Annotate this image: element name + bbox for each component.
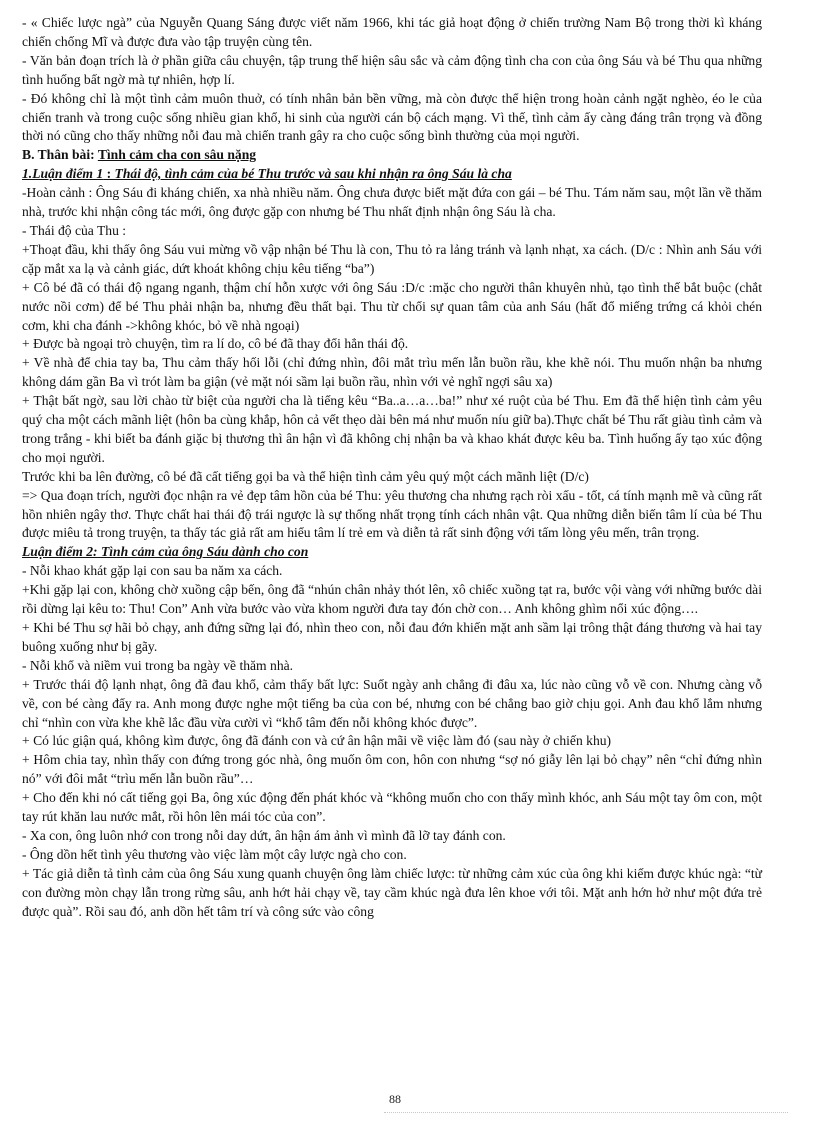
intro-paragraph-2: - Văn bản đoạn trích là ở phần giữa câu chuyện, tập trung thể hiện sâu sắc và cảm động tình cha con của ông Sáu và bé Thu qua những tình huống bất ngờ mà tự nhiên, hợp lí. bbox=[22, 52, 762, 87]
ld1-paragraph: + Cô bé đã có thái độ ngang nganh, thậm chí hỗn xược với ông Sáu :D/c :mặc cho người thân khuyên nhủ, tạo tình thế bắt buộc (chắt nước nồi cơm) để bé Thu phải nhận ba, nhưng đều thất bại. Thu từ chối sự quan tâm của anh Sáu (hất đổ miếng trứng cá khỏi chén cơm, khi cha đánh ->không khóc, bỏ về nhà ngoại) bbox=[22, 279, 762, 333]
luan-diem-1-label: 1.Luận điểm 1 bbox=[22, 166, 104, 182]
ld2-paragraph: + Có lúc giận quá, không kìm được, ông đã đánh con và cứ ân hận mãi về việc làm đó (sau này ở chiến khu) bbox=[22, 733, 612, 749]
intro-paragraph-3: - Đó không chỉ là một tình cảm muôn thuở, có tính nhân bản bền vững, mà còn được thể hiện trong hoàn cảnh ngặt nghèo, éo le của chiến tranh và trong cuộc sống nhiều gian khổ, hi sinh của người cán bộ cách mạng. Vì thế, tình cảm ấy càng đáng trân trọng và đồng thời nó cũng cho thấy những nỗi đau mà chiến tranh gây ra cho cuộc sống bình thường của mọi người. bbox=[22, 90, 762, 144]
ld2-paragraph: +Khi gặp lại con, không chờ xuồng cập bến, ông đã “nhún chân nhảy thót lên, xô chiếc xuồng tạt ra, bước vội vàng với những bước dài rồi dừng lại kêu to: Thu! Con” Anh vừa bước vào vừa khom người đưa tay đón chờ con… Anh không ghìm nổi xúc động…. bbox=[22, 582, 762, 617]
luan-diem-2-title: Tình cảm của ông Sáu dành cho con bbox=[100, 544, 309, 560]
luan-diem-1-title: Thái độ, tình cảm của bé Thu trước và sau khi nhận ra ông Sáu là cha bbox=[114, 166, 512, 182]
section-b-label: B. Thân bài: bbox=[22, 147, 95, 163]
ld2-paragraph: + Tác giả diễn tả tình cảm của ông Sáu xung quanh chuyện ông làm chiếc lược: từ những cảm xúc của ông khi kiếm được khúc ngà: “từ con đường mòn chạy lẫn trong rừng sâu, anh hớt hải chạy về, tay cầm khúc ngà đưa lên khoe với tôi. Mặt anh hớn hở như một đứa trẻ được quà”. Rồi sau đó, anh dồn hết tâm trí và công sức vào công bbox=[22, 865, 762, 919]
footer-divider bbox=[384, 1112, 788, 1113]
ld1-paragraph: => Qua đoạn trích, người đọc nhận ra vẻ đẹp tâm hồn của bé Thu: yêu thương cha nhưng rạch ròi xấu - tốt, cá tính mạnh mẽ và cũng rất hồn nhiên ngây thơ. Thực chất hai thái độ trái ngược là sự thống nhất trọng tính cách nhân vật. Qua những diễn biến tâm lí của bé Thu được miêu tả trong truyện, ta thấy tác giả rất am hiểu tâm lí trẻ em và diễn tả rất sinh động với tấm lòng yêu mến, trân trọng. bbox=[22, 487, 762, 541]
ld1-paragraph: + Về nhà để chia tay ba, Thu cảm thấy hối lỗi (chỉ đứng nhìn, đôi mắt trìu mến lẫn buồn rầu, khe khẽ nói. Thu muốn nhận ba nhưng không dám gần Ba vì trót làm ba giận (vẻ mặt nói sầm lại buồn rầu, nhìn với vẻ nghĩ ngợi sâu xa) bbox=[22, 355, 762, 390]
section-b-heading bbox=[22, 146, 762, 165]
document-page bbox=[22, 14, 762, 922]
ld2-paragraph: - Nỗi khao khát gặp lại con sau ba năm xa cách. bbox=[22, 563, 283, 579]
luan-diem-2-label: Luận điểm 2: bbox=[22, 544, 98, 560]
ld2-paragraph: - Ông dồn hết tình yêu thương vào việc làm một cây lược ngà cho con. bbox=[22, 846, 407, 862]
ld1-paragraph: +Thoạt đầu, khi thấy ông Sáu vui mừng vồ vập nhận bé Thu là con, Thu tỏ ra lảng tránh và lạnh nhạt, xa cách. (D/c : Nhìn anh Sáu với cặp mắt xa lạ và cảnh giác, dứt khoát không chịu kêu tiếng “ba”) bbox=[22, 241, 762, 276]
intro-paragraph-1: - « Chiếc lược ngà” của Nguyễn Quang Sáng được viết năm 1966, khi tác giả hoạt động ở chiến trường Nam Bộ trong thời kì kháng chiến chống Mĩ và được đưa vào tập truyện cùng tên. bbox=[22, 15, 762, 49]
ld1-paragraph: + Được bà ngoại trò chuyện, tìm ra lí do, cô bé đã thay đổi hẳn thái độ. bbox=[22, 336, 409, 352]
ld2-paragraph: + Hôm chia tay, nhìn thấy con đứng trong góc nhà, ông muốn ôm con, hôn con nhưng “sợ nó giẫy lên lại bỏ chạy” nên “chỉ đứng nhìn nó” với đôi mắt “trìu mến lẫn buồn rầu”… bbox=[22, 752, 762, 787]
section-b-title: Tình cảm cha con sâu nặng bbox=[97, 147, 257, 163]
page-number: 88 bbox=[389, 1092, 401, 1106]
ld2-paragraph: + Cho đến khi nó cất tiếng gọi Ba, ông xúc động đến phát khóc và “không muốn cho con thấy mình khóc, anh Sáu một tay ôm con, một tay rút khăn lau nước mắt, rồi hôn lên mái tóc của con”. bbox=[22, 790, 762, 825]
luan-diem-1-separator: : bbox=[103, 166, 115, 182]
ld2-paragraph: - Nỗi khổ và niềm vui trong ba ngày về thăm nhà. bbox=[22, 657, 294, 673]
ld1-paragraph: + Thật bất ngờ, sau lời chào từ biệt của người cha là tiếng kêu “Ba..a…a…ba!” như xé ruột của bé Thu. Em đã thể hiện tình cảm yêu quý cha một cách mãnh liệt (hôn ba cùng khắp, hôn cả vết thẹo dài bên má như muốn níu giữ ba).Thực chất bé Thu rất giàu tình cảm và trong trắng - khi biết ba đánh giặc bị thương thì ân hận vì đã không chị nhận ba và khao khát được kêu ba. Tình huống ấy tạo xúc động cho mọi người. bbox=[22, 393, 762, 465]
luan-diem-2-heading bbox=[22, 543, 762, 562]
ld2-paragraph: - Xa con, ông luôn nhớ con trong nỗi day dứt, ân hận ám ảnh vì mình đã lỡ tay đánh con. bbox=[22, 827, 506, 843]
ld1-paragraph: -Hoàn cảnh : Ông Sáu đi kháng chiến, xa nhà nhiều năm. Ông chưa được biết mặt đứa con gái – bé Thu. Tám năm sau, một lần về thăm nhà, trước khi nhận công tác mới, ông được gặp con nhưng bé Thu nhất định nhận ông Sáu là cha. bbox=[22, 185, 762, 220]
ld2-paragraph: + Trước thái độ lạnh nhạt, ông đã đau khổ, cảm thấy bất lực: Suốt ngày anh chẳng đi đâu xa, lúc nào cũng vỗ về con. Nhưng càng vỗ về, con bé càng đẩy ra. Anh mong được nghe một tiếng ba của con bé, nhưng con bé chẳng bao giờ chịu gọi. Anh đau khổ lắm nhưng chỉ “nhìn con vừa khe khẽ lắc đầu vừa cười vì “khổ tâm đến nỗi không khóc được”. bbox=[22, 676, 762, 730]
luan-diem-1-heading bbox=[22, 165, 762, 184]
ld1-paragraph: - Thái độ của Thu : bbox=[22, 222, 127, 238]
ld2-paragraph: + Khi bé Thu sợ hãi bỏ chạy, anh đứng sững lại đó, nhìn theo con, nỗi đau đớn khiến mặt anh sầm lại trông thật đáng thương và hai tay buông xuống như bị gãy. bbox=[22, 620, 762, 654]
ld1-paragraph: Trước khi ba lên đường, cô bé đã cất tiếng gọi ba và thể hiện tình cảm yêu quý một cách mãnh liệt (D/c) bbox=[22, 468, 589, 484]
